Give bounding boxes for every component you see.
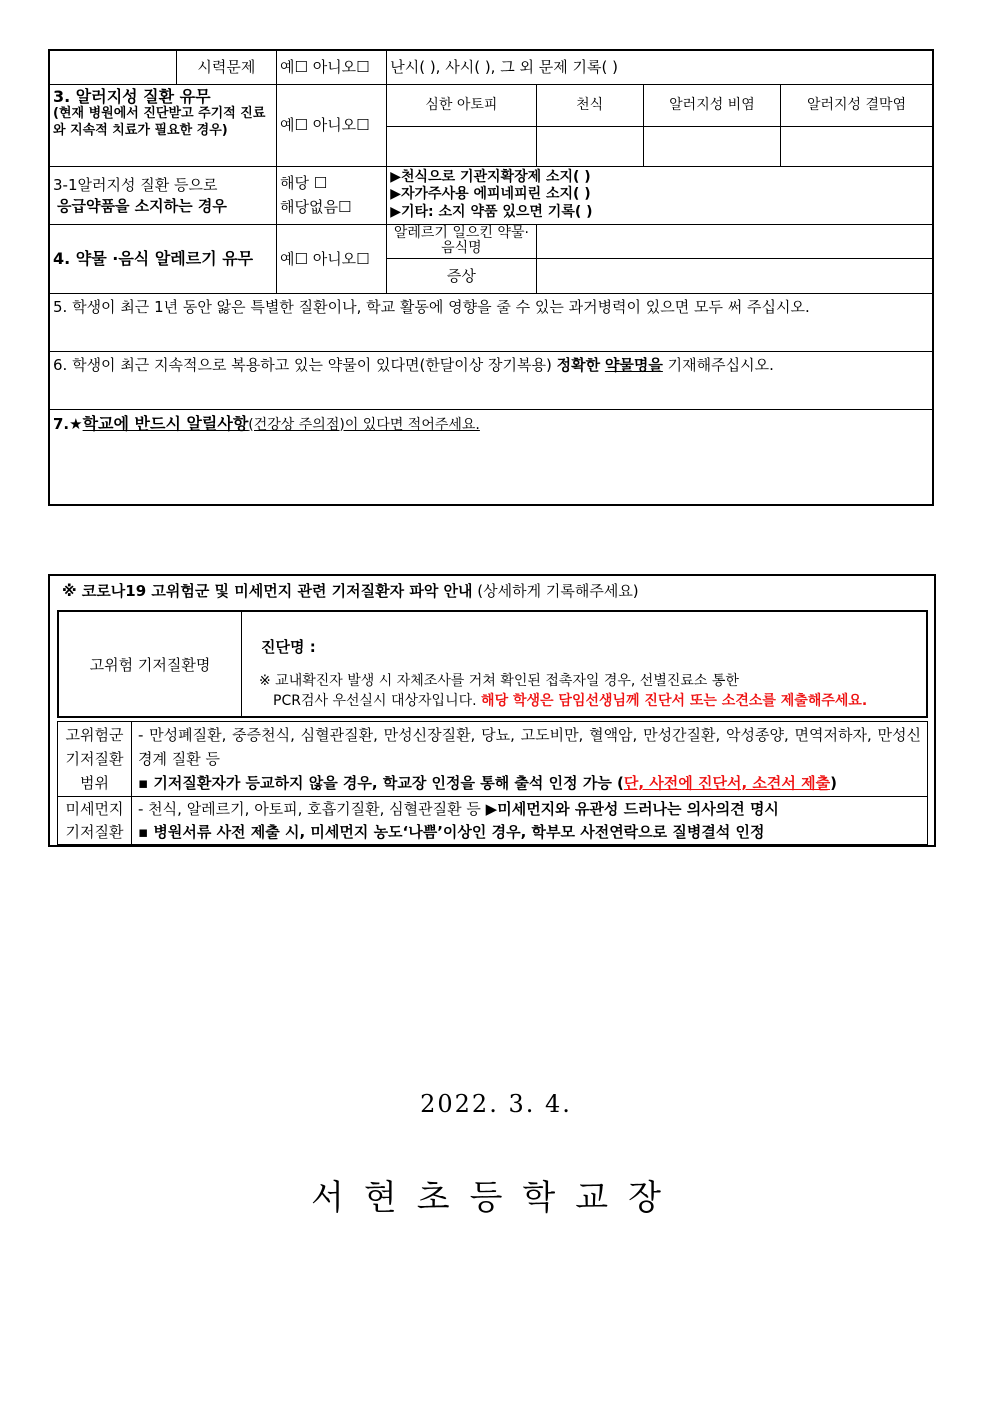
emergency-applies-checkbox[interactable]: 해당 ☐ (280, 174, 328, 192)
dust-note: ▪ 병원서류 사전 제출 시, 미세먼지 농도‘나쁨’이상인 경우, 학부모 사전연락으로 질병결석 인정 (138, 822, 765, 841)
covid-note-line-2: PCR검사 우선실시 대상자입니다. (273, 692, 482, 709)
q6-tail: 기재해주십시오. (662, 355, 774, 374)
covid-header-bold: ※ 코로나19 고위험군 및 미세먼지 관련 기저질환자 파악 안내 (62, 582, 473, 600)
principal-signature: 서현초등학교장 (311, 1178, 681, 1218)
dust-row (58, 797, 928, 845)
food-allergy-symptom-input[interactable] (536, 258, 933, 293)
diagnosis-label[interactable]: 진단명 : (261, 638, 316, 656)
food-allergy-trigger-input[interactable] (536, 224, 933, 258)
covid-note-line-1: ※ 교내확진자 발생 시 자체조사를 거쳐 확인된 접촉자일 경우, 선별진료소 통한 (259, 673, 739, 689)
emergency-item-inhaler[interactable]: ▶천식으로 기관지확장제 소지( ) (390, 168, 591, 185)
q6-text: 6. 학생이 최근 지속적으로 복용하고 있는 약물이 있다면(한달이상 장기복용) (53, 355, 557, 374)
covid-info-box (48, 574, 936, 847)
allergy-disease-row (49, 84, 933, 126)
emergency-not-applies-checkbox[interactable]: 해당없음☐ (280, 198, 352, 216)
dust-text-bold: ▶미세먼지와 유관성 드러나는 의사의견 명시 (485, 800, 779, 818)
q5-text: 5. 학생이 최근 1년 동안 앓은 특별한 질환이나, 학교 활동에 영향을 줄 수 있는 과거병력이 있으면 모두 써 주십시오. (49, 293, 933, 351)
document-date: 2022. 3. 4. (420, 1090, 572, 1118)
q6-bold-1: 정확한 (556, 355, 601, 374)
vision-row (49, 50, 933, 84)
vision-yes-no[interactable]: 예☐ 아니오☐ (277, 50, 387, 84)
allergy-disease-yes-no[interactable]: 예☐ 아니오☐ (277, 84, 387, 166)
range-note-end: ) (830, 774, 837, 792)
covid-header (62, 580, 639, 601)
q6-row[interactable] (49, 351, 933, 409)
emergency-item-epinephrine[interactable]: ▶자가주사용 에피네피린 소지( ) (390, 186, 591, 203)
food-allergy-row (49, 224, 933, 258)
food-allergy-symptom-label: 증상 (387, 258, 536, 293)
range-note: ▪ 기저질환자가 등교하지 않을 경우, 학교장 인정을 통해 출석 인정 가능 ( (138, 774, 624, 792)
high-risk-label: 고위험 기저질환명 (59, 612, 242, 716)
high-risk-range-row (58, 722, 928, 797)
covid-note-red: 해당 학생은 담임선생님께 진단서 또는 소견소를 제출해주세요. (481, 692, 868, 709)
emergency-meds-label-1: 3-1알러지성 질환 등으로 (53, 175, 218, 194)
column-atopy: 심한 아토피 (387, 84, 536, 126)
dust-text: - 천식, 알레르기, 아토피, 호흡기질환, 심혈관질환 등 (138, 800, 486, 818)
food-allergy-title: 4. 약물 ·음식 알레르기 유무 (49, 224, 277, 293)
atopy-input[interactable] (387, 126, 536, 166)
allergy-disease-title: 3. 알러지성 질환 유무 (53, 86, 211, 106)
dust-label-2: 기저질환 (65, 822, 124, 841)
range-label-2: 기저질환 (65, 750, 124, 768)
q7-prefix: 7.★ (53, 414, 83, 433)
q5-row[interactable] (49, 293, 933, 351)
covid-note (259, 672, 867, 711)
dust-label-1: 미세먼지 (65, 800, 124, 818)
conjunctivitis-input[interactable] (781, 126, 933, 166)
vision-detail[interactable]: 난시( ), 사시( ), 그 외 문제 기록( ) (387, 50, 933, 84)
asthma-input[interactable] (536, 126, 643, 166)
q7-bold: 학교에 반드시 알릴사항 (82, 413, 249, 433)
emergency-meds-row (49, 166, 933, 224)
underlying-disease-table (57, 721, 928, 845)
range-text: - 만성폐질환, 중증천식, 심혈관질환, 만성신장질환, 당뇨, 고도비만, 혈액암, 만성간질환, 악성종양, 면역저하자, 만성신경계 질환 등 (138, 726, 921, 768)
range-label-3: 범위 (80, 774, 109, 792)
vision-label: 시력문제 (176, 50, 276, 84)
emergency-meds-label-2: 응급약품을 소지하는 경우 (57, 196, 227, 215)
health-form-table (48, 49, 934, 506)
emergency-item-other[interactable]: ▶기타: 소지 약품 있으면 기록( ) (390, 203, 593, 220)
range-note-red: 단, 사전에 진단서, 소견서 제출 (623, 774, 831, 792)
food-allergy-trigger-label: 알레르기 일으킨 약물·음식명 (387, 224, 536, 258)
column-asthma: 천식 (536, 84, 643, 126)
range-label-1: 고위험군 (65, 726, 124, 744)
q7-row[interactable] (49, 409, 933, 505)
column-rhinitis: 알러지성 비염 (643, 84, 780, 126)
q7-tail: (건강상 주의점)이 있다면 적어주세요. (248, 416, 480, 433)
rhinitis-input[interactable] (643, 126, 780, 166)
allergy-disease-desc: (현재 병원에서 진단받고 주기적 진료와 지속적 치료가 필요한 경우) (53, 105, 266, 138)
column-conjunctivitis: 알러지성 결막염 (781, 84, 933, 126)
empty-cell (49, 50, 176, 84)
q6-bold-2: 약물명을 (604, 355, 663, 374)
covid-header-normal: (상세하게 기록해주세요) (472, 582, 639, 600)
food-allergy-yes-no[interactable]: 예☐ 아니오☐ (277, 224, 387, 293)
high-risk-box (57, 610, 928, 718)
